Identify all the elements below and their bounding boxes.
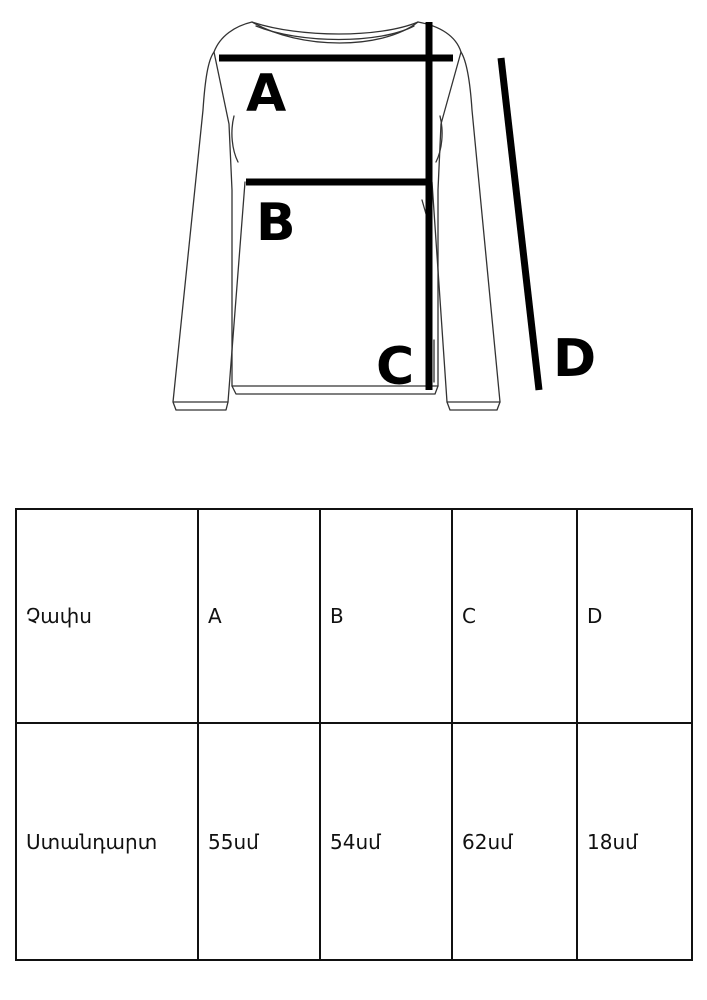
measure-label-b: B xyxy=(256,193,296,253)
right-side-seam-detail xyxy=(422,200,426,214)
measure-label-d: D xyxy=(553,329,597,389)
table-cell-b-header: B xyxy=(320,509,452,723)
sweater-neckline-inner xyxy=(256,26,414,40)
table-cell-c-header: C xyxy=(452,509,577,723)
measurement-labels xyxy=(246,64,596,397)
table-cell-d-header: D xyxy=(577,509,692,723)
table-cell-a-value: 55սմ xyxy=(198,723,320,960)
left-armhole-curve xyxy=(232,116,238,162)
table-cell-size-header: Չափս xyxy=(16,509,198,723)
sweater-outline xyxy=(173,22,500,410)
table-cell-b-value: 54սմ xyxy=(320,723,452,960)
garment-measurement-diagram xyxy=(0,0,707,440)
table-cell-size-value: Ստանդարտ xyxy=(16,723,198,960)
table-row xyxy=(16,723,692,960)
measure-label-a: A xyxy=(246,64,287,124)
right-sleeve-outline xyxy=(432,52,500,410)
left-sleeve-outline xyxy=(173,52,245,410)
size-chart-table xyxy=(15,508,693,961)
table-cell-a-header: A xyxy=(198,509,320,723)
right-armhole-curve xyxy=(436,116,442,162)
table-header-row xyxy=(16,509,692,723)
table-cell-d-value: 18սմ xyxy=(577,723,692,960)
measure-label-c: C xyxy=(376,337,415,397)
measure-line-d xyxy=(501,58,539,390)
table-cell-c-value: 62սմ xyxy=(452,723,577,960)
